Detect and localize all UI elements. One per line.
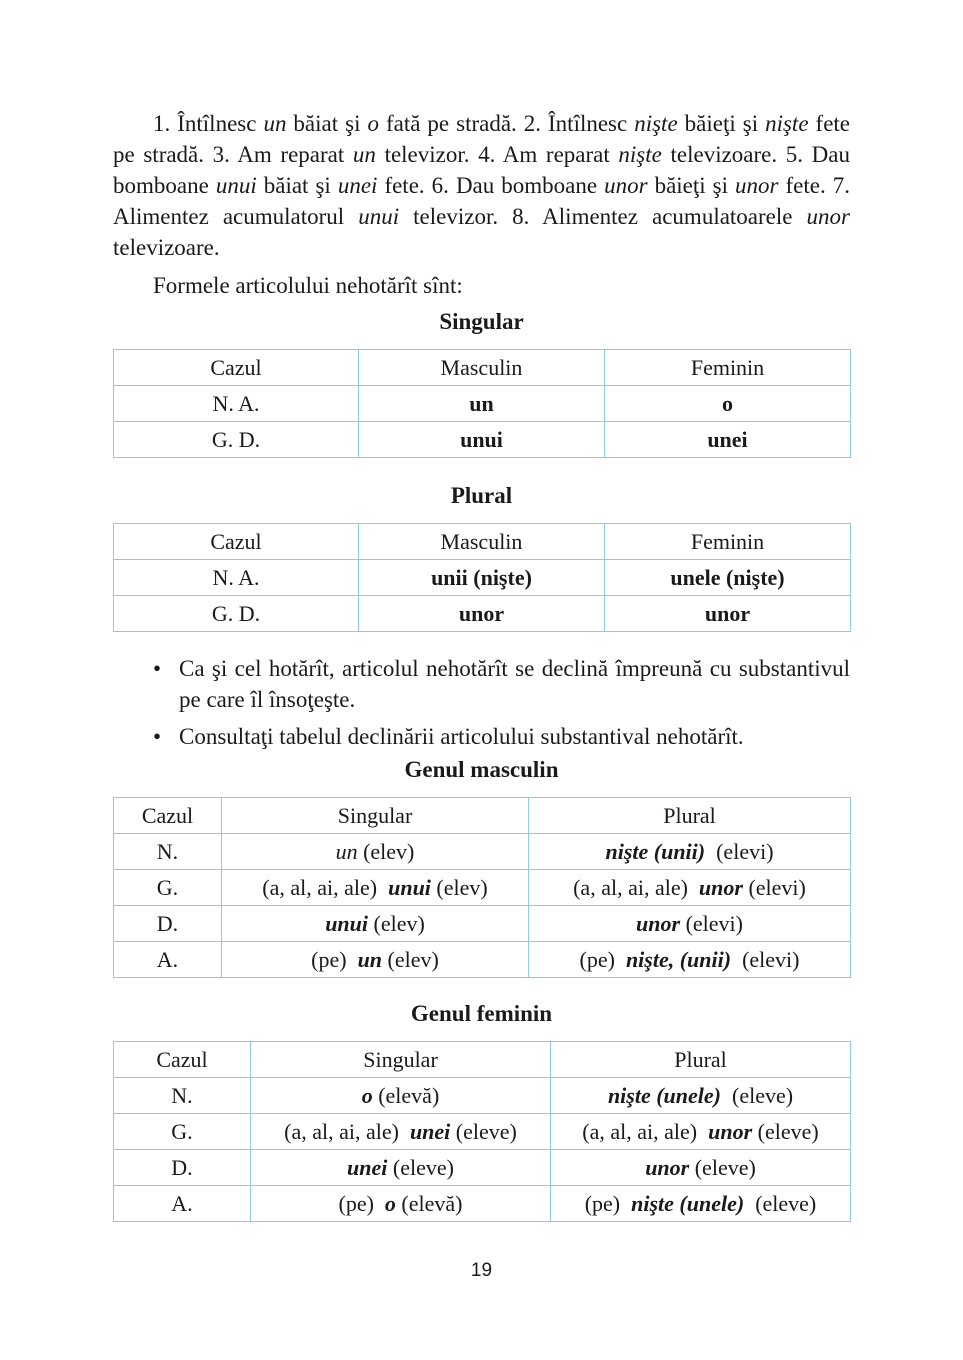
- article-example: un: [352, 142, 376, 167]
- table-row: [114, 834, 851, 870]
- article-form: nişte (unele): [631, 1191, 745, 1216]
- cell-text: (elev): [430, 875, 488, 900]
- table-row: [114, 422, 851, 458]
- cell-text: (a, al, ai, ale): [573, 875, 699, 900]
- case-cell: N. A.: [114, 560, 359, 596]
- article-example: nişte: [634, 111, 678, 136]
- case-cell: A.: [114, 1186, 251, 1222]
- singular-table: [113, 349, 851, 458]
- form-cell: unui: [359, 422, 605, 458]
- header-cell: Cazul: [114, 798, 222, 834]
- article-form: o: [384, 1191, 396, 1216]
- sentence-text: fete. 7. Alimentez acumulatorul: [113, 173, 850, 229]
- declension-cell: [222, 942, 529, 978]
- plural-table: [113, 523, 851, 632]
- table-row: [114, 942, 851, 978]
- bullet-text: Consultaţi tabelul declinării articolului substantival nehotărît.: [179, 724, 744, 749]
- header-cell: Cazul: [114, 350, 359, 386]
- cell-text: (eleve): [744, 1191, 817, 1216]
- declension-cell: [251, 1150, 551, 1186]
- form-cell: o: [605, 386, 851, 422]
- cell-text: (pe): [579, 947, 626, 972]
- list-item: [113, 721, 850, 752]
- article-example: nişte: [765, 111, 809, 136]
- notes-list: [113, 653, 850, 752]
- article-example: unor: [735, 173, 779, 198]
- case-cell: G. D.: [114, 422, 359, 458]
- article-example: unei: [337, 173, 378, 198]
- declension-cell: [222, 870, 529, 906]
- header-cell: Plural: [551, 1042, 851, 1078]
- table-row: [114, 560, 851, 596]
- form-cell: un: [359, 386, 605, 422]
- plural-title: Plural: [450, 483, 513, 508]
- article-form: unui: [388, 875, 431, 900]
- header-cell: Singular: [222, 798, 529, 834]
- bullet-icon: •: [153, 656, 162, 681]
- cell-text: (elev): [357, 839, 415, 864]
- cell-text: (elevă): [395, 1191, 463, 1216]
- header-cell: Masculin: [359, 350, 605, 386]
- article-form: unor: [698, 875, 743, 900]
- declension-cell: [529, 834, 851, 870]
- declension-cell: [551, 1114, 851, 1150]
- sentence-text: fată pe stradă. 2. Întîlnesc: [378, 111, 635, 136]
- case-cell: G. D.: [114, 596, 359, 632]
- sentence-text: băiat şi: [286, 111, 368, 136]
- article-example: unui: [215, 173, 257, 198]
- form-cell: unei: [605, 422, 851, 458]
- table-row: [114, 906, 851, 942]
- cell-text: (elevi): [731, 947, 800, 972]
- cell-text: (eleve): [752, 1119, 819, 1144]
- case-cell: G.: [114, 1114, 251, 1150]
- cell-text: (elevă): [372, 1083, 440, 1108]
- declension-cell: [222, 834, 529, 870]
- page-content: [113, 108, 850, 1222]
- case-cell: G.: [114, 870, 222, 906]
- article-form: unor: [636, 911, 681, 936]
- table-row: [114, 596, 851, 632]
- sentence-text: televizor. 4. Am reparat: [375, 142, 619, 167]
- sentence-text: băieţi şi: [677, 111, 766, 136]
- form-cell: unele (nişte): [605, 560, 851, 596]
- table-row: [114, 1078, 851, 1114]
- article-form: unei: [409, 1119, 451, 1144]
- sentence-text: fete. 6. Dau bomboane: [377, 173, 605, 198]
- table-row: [114, 1114, 851, 1150]
- sentence-text: fete pe stradă. 3. Am reparat: [113, 111, 851, 167]
- declension-cell: [529, 942, 851, 978]
- cell-text: (a, al, ai, ale): [284, 1119, 410, 1144]
- declension-cell: [529, 870, 851, 906]
- cell-text: (pe): [311, 947, 358, 972]
- cell-text: (pe): [338, 1191, 385, 1216]
- declension-cell: [222, 906, 529, 942]
- header-cell: Cazul: [114, 524, 359, 560]
- table-row: [114, 1186, 851, 1222]
- masculine-table: [113, 797, 851, 978]
- article-form: o: [361, 1083, 373, 1108]
- header-cell: Singular: [251, 1042, 551, 1078]
- sentence-text: televizoare. 5. Dau bomboane: [113, 142, 850, 198]
- forms-intro: Formele articolului nehotărît sînt:: [153, 273, 463, 298]
- table-row: [114, 386, 851, 422]
- singular-title: Singular: [439, 309, 524, 334]
- article-form: un: [357, 947, 383, 972]
- article-example: un: [263, 111, 287, 136]
- table-header-row: [114, 350, 851, 386]
- sentence-text: băiat şi: [256, 173, 338, 198]
- declension-cell: [251, 1114, 551, 1150]
- cell-text: (eleve): [721, 1083, 794, 1108]
- article-form: unei: [347, 1155, 388, 1180]
- sentence-text: televizor. 8. Alimentez acumulatoarele: [399, 204, 807, 229]
- case-cell: N.: [114, 834, 222, 870]
- declension-cell: [251, 1078, 551, 1114]
- form-cell: unor: [605, 596, 851, 632]
- cell-text: (elev): [368, 911, 425, 936]
- page-number: 19: [470, 1260, 493, 1281]
- list-item: [113, 653, 850, 715]
- form-cell: unii (nişte): [359, 560, 605, 596]
- form-cell: unor: [359, 596, 605, 632]
- cell-text: (eleve): [689, 1155, 756, 1180]
- declension-cell: [551, 1186, 851, 1222]
- bullet-text: Ca şi cel hotărît, articolul nehotărît se declină împreună cu substantivul pe care îl însoţeşte.: [179, 656, 850, 712]
- article-form: nişte (unii): [605, 839, 706, 864]
- sentence-text: băieţi şi: [647, 173, 736, 198]
- article-form: unor: [708, 1119, 753, 1144]
- header-cell: Masculin: [359, 524, 605, 560]
- header-cell: Feminin: [605, 524, 851, 560]
- exercise-paragraph: [113, 108, 850, 263]
- table-header-row: [114, 798, 851, 834]
- feminine-table: [113, 1041, 851, 1222]
- case-cell: D.: [114, 1150, 251, 1186]
- case-cell: D.: [114, 906, 222, 942]
- table-header-row: [114, 1042, 851, 1078]
- article-example: o: [367, 111, 379, 136]
- table-header-row: [114, 524, 851, 560]
- article-form: nişte (unele): [607, 1083, 721, 1108]
- cell-text: (a, al, ai, ale): [262, 875, 389, 900]
- declension-cell: [551, 1078, 851, 1114]
- declension-cell: [251, 1186, 551, 1222]
- sentence-text: 1. Întîlnesc: [153, 111, 264, 136]
- masculine-title: Genul masculin: [404, 757, 559, 782]
- feminine-title: Genul feminin: [410, 1001, 553, 1026]
- table-row: [114, 1150, 851, 1186]
- cell-text: (pe): [584, 1191, 632, 1216]
- sentence-text: televizoare.: [113, 235, 220, 260]
- cell-text: (elevi): [705, 839, 774, 864]
- header-cell: Cazul: [114, 1042, 251, 1078]
- table-row: [114, 870, 851, 906]
- cell-text: (elevi): [742, 875, 806, 900]
- header-cell: Plural: [529, 798, 851, 834]
- cell-text: (elevi): [680, 911, 743, 936]
- cell-text: (eleve): [387, 1155, 454, 1180]
- article-form: nişte, (unii): [625, 947, 732, 972]
- article-example: unor: [604, 173, 648, 198]
- cell-text: (a, al, ai, ale): [582, 1119, 709, 1144]
- declension-cell: [551, 1150, 851, 1186]
- cell-text: (elev): [382, 947, 439, 972]
- article-form: unui: [325, 911, 369, 936]
- article-example: nişte: [618, 142, 662, 167]
- declension-cell: [529, 906, 851, 942]
- article-example: unui: [358, 204, 400, 229]
- bullet-icon: •: [153, 724, 162, 749]
- article-example: unor: [806, 204, 850, 229]
- cell-text: (eleve): [450, 1119, 517, 1144]
- case-cell: N. A.: [114, 386, 359, 422]
- header-cell: Feminin: [605, 350, 851, 386]
- case-cell: N.: [114, 1078, 251, 1114]
- article-form: unor: [645, 1155, 690, 1180]
- article-form: un: [335, 839, 358, 864]
- case-cell: A.: [114, 942, 222, 978]
